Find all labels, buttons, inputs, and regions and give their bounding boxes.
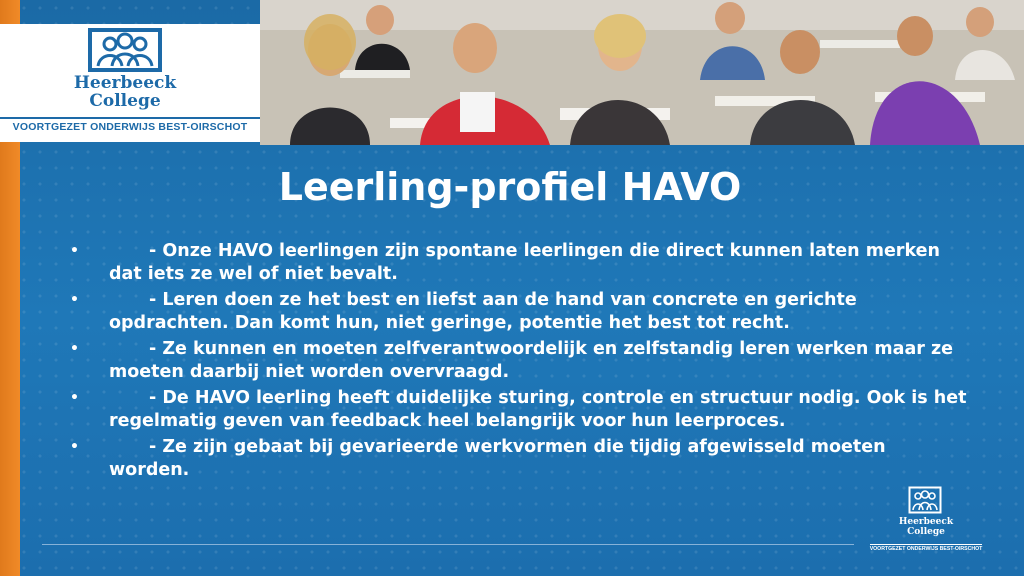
slide-title: Leerling-profiel HAVO <box>278 165 742 209</box>
bullet-marker: • <box>70 341 79 357</box>
bullet-marker: • <box>70 292 79 308</box>
logo-name-line1: Heerbeeck <box>73 73 177 93</box>
bullet-text: - Ze zijn gebaat bij gevarieerde werkvormen die tijdig afgewisseld moeten worden. <box>109 437 886 480</box>
classroom-students-photo-icon <box>260 0 1024 145</box>
classroom-photo <box>260 0 1024 145</box>
bullet-marker: • <box>70 243 79 259</box>
logo-divider <box>0 117 260 119</box>
bullet-item <box>68 240 968 286</box>
bullet-list <box>68 240 968 485</box>
heerbeeck-college-emblem-icon <box>908 486 942 514</box>
bullet-text: - De HAVO leerling heeft duidelijke sturing, controle en structuur nodig. Ook is het regelmatig geven van feedback heel belangrijk voor hun leerproces. <box>109 388 967 431</box>
bullet-item <box>68 289 968 335</box>
heerbeeck-college-emblem-icon <box>88 28 162 72</box>
footer-divider <box>42 544 854 545</box>
bullet-text: - Ze kunnen en moeten zelfverantwoordelijk en zelfstandig leren werken maar ze moeten daarbij niet worden overvraagd. <box>109 339 954 382</box>
logo-name-line2: College <box>89 91 161 111</box>
footer-logo-subtitle: VOORTGEZET ONDERWIJS BEST-OIRSCHOT <box>869 546 983 552</box>
school-logo <box>0 24 260 142</box>
bullet-text: - Leren doen ze het best en liefst aan de hand van concrete en gerichte opdrachten. Dan komt hun, niet geringe, potentie het best tot recht. <box>109 290 857 333</box>
bullet-item <box>68 436 968 482</box>
footer-logo-name-line1: Heerbeeck <box>898 517 954 527</box>
footer-logo <box>868 486 984 558</box>
footer-logo-name-line2: College <box>907 527 945 537</box>
bullet-item <box>68 338 968 384</box>
bullet-marker: • <box>70 390 79 406</box>
bullet-item <box>68 387 968 433</box>
footer-logo-divider <box>870 544 982 545</box>
bullet-marker: • <box>70 439 79 455</box>
bullet-text: - Onze HAVO leerlingen zijn spontane leerlingen die direct kunnen laten merken dat iets ze wel of niet bevalt. <box>109 241 940 284</box>
logo-subtitle: VOORTGEZET ONDERWIJS BEST-OIRSCHOT <box>12 121 248 133</box>
